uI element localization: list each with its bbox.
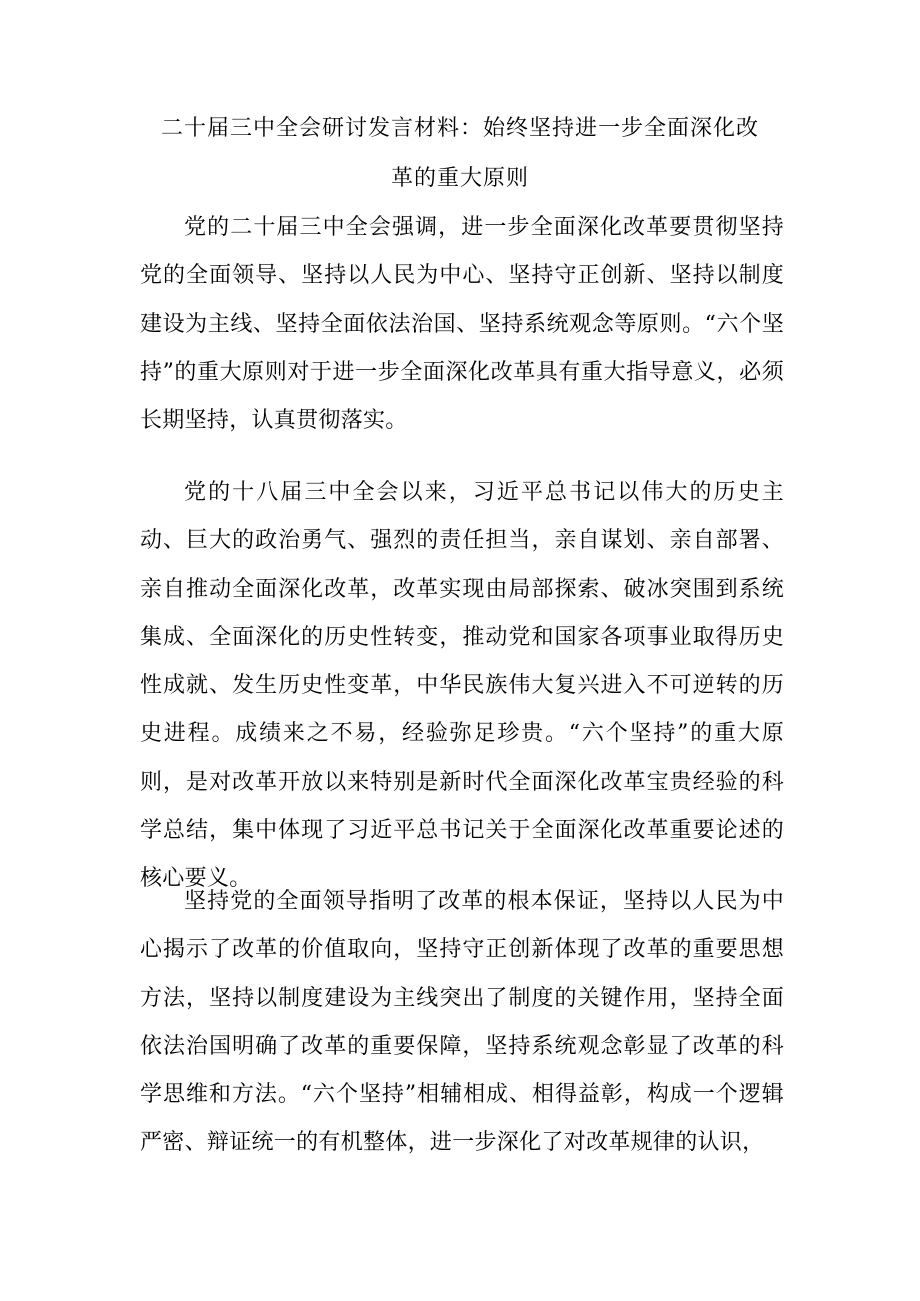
- document-title-line-2: 革的重大原则: [390, 166, 529, 191]
- document-title-line-1: 二十届三中全会研讨发言材料：始终坚持进一步全面深化改: [160, 116, 759, 141]
- body-paragraph-3: 坚持党的全面领导指明了改革的根本保证，坚持以人民为中心揭示了改革的价值取向，坚持守正创新体现了改革的重要思想方法，坚持以制度建设为主线突出了制度的关键作用，坚持全面依法治国明确了改革的重要保障，坚持系统观念彰显了改革的科学思维和方法。“六个坚持”相辅相成、相得益彰，构成一个逻辑严密、辩证统一的有机整体，进一步深化了对改革规律的认识，: [140, 889, 784, 1156]
- body-paragraph-2: 党的十八届三中全会以来，习近平总书记以伟大的历史主动、巨大的政治勇气、强烈的责任担当，亲自谋划、亲自部署、亲自推动全面深化改革，改革实现由局部探索、破冰突围到系统集成、全面深化的历史性转变，推动党和国家各项事业取得历史性成就、发生历史性变革，中华民族伟大复兴进入不可逆转的历史进程。成绩来之不易，经验弥足珍贵。“六个坚持”的重大原则，是对改革开放以来特别是新时代全面深化改革宝贵经验的科学总结，集中体现了习近平总书记关于全面深化改革重要论述的核心要义。: [140, 480, 784, 892]
- body-paragraph-1: 党的二十届三中全会强调，进一步全面深化改革要贯彻坚持党的全面领导、坚持以人民为中心、坚持守正创新、坚持以制度建设为主线、坚持全面依法治国、坚持系统观念等原则。“六个坚持”的重大原则对于进一步全面深化改革具有重大指导意义，必须长期坚持，认真贯彻落实。: [140, 215, 784, 434]
